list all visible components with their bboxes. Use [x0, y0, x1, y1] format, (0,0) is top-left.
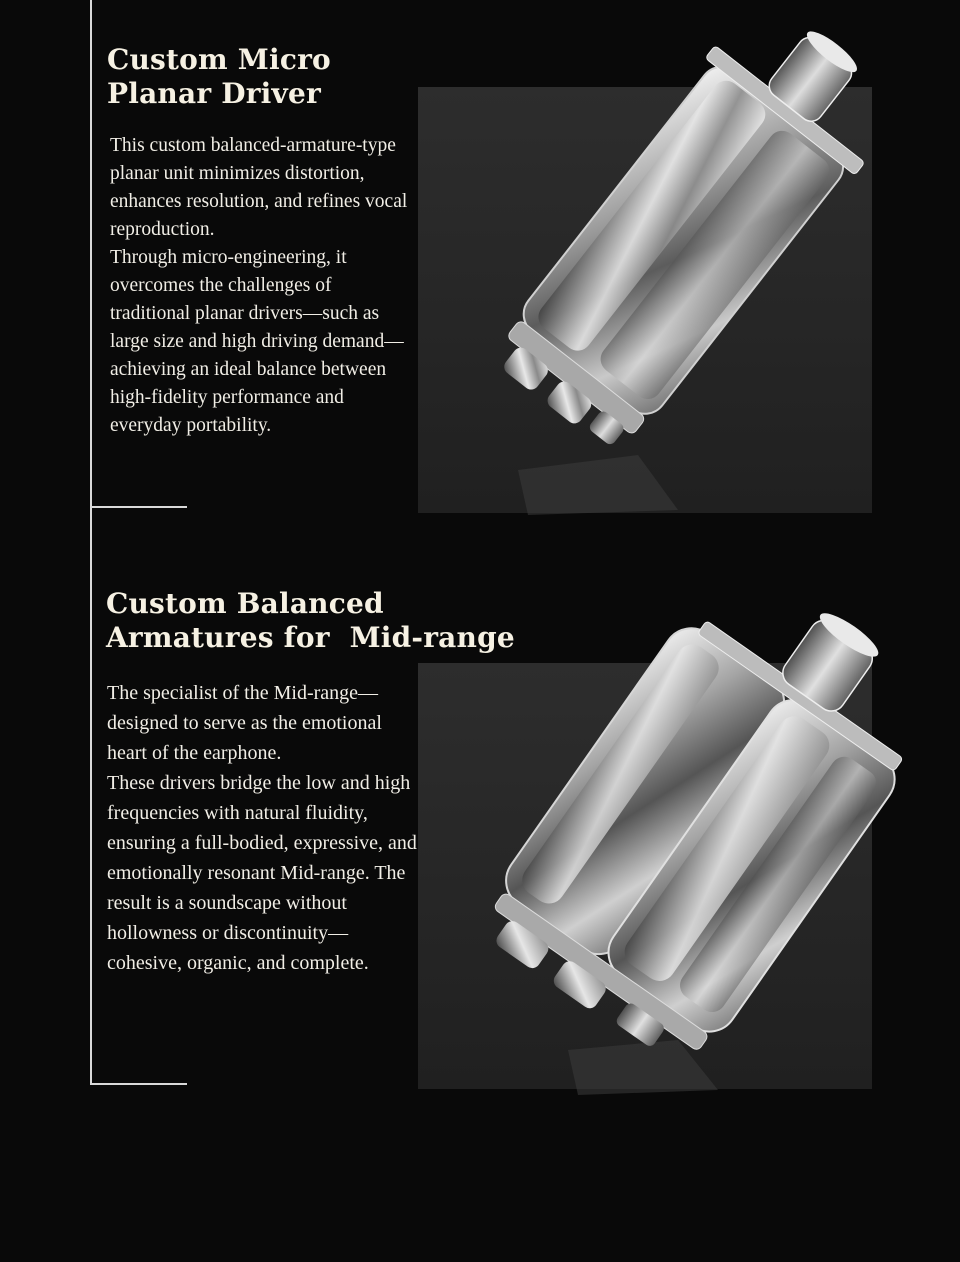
balanced-armature-title-line-2: Armatures for Mid-range	[106, 621, 515, 654]
section-2-horizontal-rule	[90, 1083, 187, 1085]
balanced-armature-render-icon	[418, 580, 898, 1100]
planar-driver-paragraph-2: Through micro-engineering, it overcomes the challenges of traditional planar drivers—such as large size and high driving demand—achieving an ideal balance between high-fidelity performance and everyday portability.	[110, 247, 404, 436]
balanced-armature-description	[107, 678, 417, 978]
balanced-armature-title-line-1: Custom Balanced	[106, 587, 384, 620]
planar-driver-title-line-2: Planar Driver	[107, 77, 321, 110]
section-1-horizontal-rule	[90, 506, 187, 508]
planar-driver-title	[107, 43, 407, 111]
balanced-armature-paragraph-1: The specialist of the Mid-range—designed to serve as the emotional heart of the earphone.	[107, 682, 382, 764]
planar-driver-title-line-1: Custom Micro	[107, 43, 331, 76]
planar-driver-render-icon	[418, 0, 898, 520]
planar-driver-paragraph-1: This custom balanced-armature-type planar unit minimizes distortion, enhances resolution, and refines vocal reproduction.	[110, 135, 408, 240]
balanced-armature-paragraph-2: These drivers bridge the low and high frequencies with natural fluidity, ensuring a full-bodied, expressive, and emotionally resonant Mid-range. The result is a soundscape without hollowness or discontinuity—cohesive, organic, and complete.	[107, 772, 417, 974]
balanced-armature-title	[106, 587, 515, 655]
planar-driver-description	[110, 132, 410, 440]
section-1-vertical-rule	[90, 0, 92, 508]
section-2-vertical-rule	[90, 508, 92, 1085]
